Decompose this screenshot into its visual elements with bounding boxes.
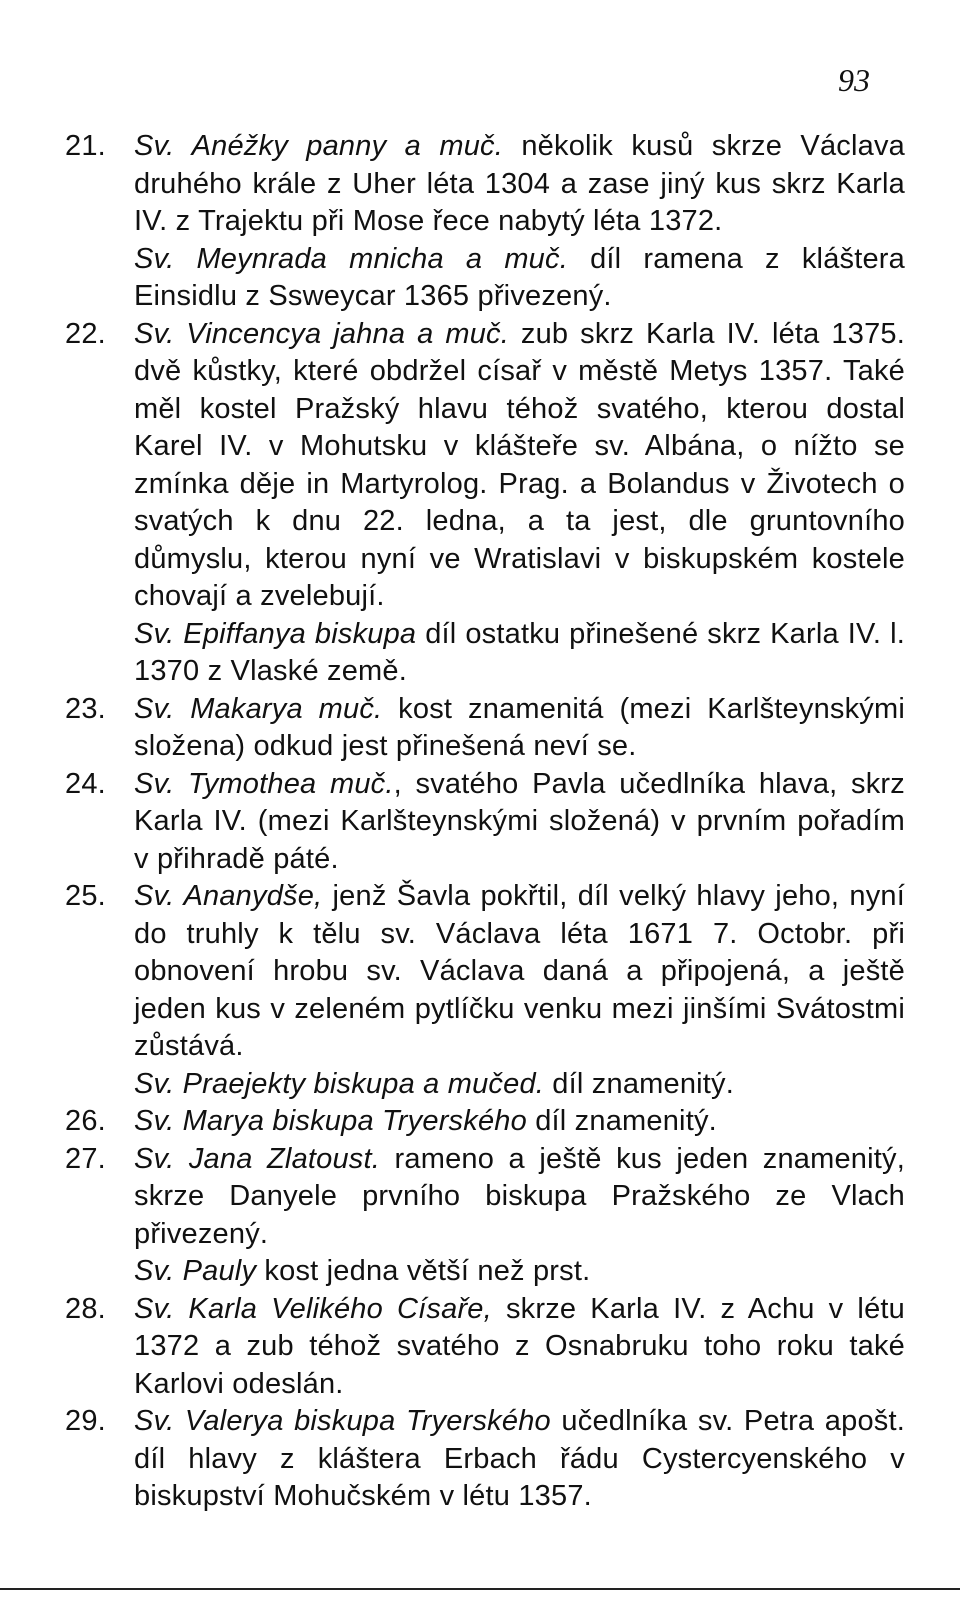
relic-text: díl znamenitý. bbox=[526, 1105, 717, 1137]
entry-23 bbox=[65, 691, 905, 766]
relic-text: díl ostatku přinešené skrz Karla IV. l. 1370 z Vlaské země. bbox=[134, 617, 905, 687]
saint-name: Sv. Praejekty biskupa a mučed. bbox=[134, 1067, 545, 1100]
relic-text: díl ramena z kláštera Einsidlu z Ssweycar 1365 přivezený. bbox=[134, 242, 905, 312]
entry-number: 21. bbox=[65, 130, 106, 162]
entry-number: 23. bbox=[65, 692, 106, 725]
entry-24 bbox=[65, 766, 905, 879]
saint-name: Sv. Meynrada mnicha a muč. bbox=[134, 242, 568, 275]
entry-26 bbox=[65, 1103, 905, 1141]
saint-name: Sv. Vincencya jahna a muč. bbox=[134, 317, 509, 350]
relic-text: kost znamenitá (mezi Karlšteynskými složena) odkud jest přinešená neví se. bbox=[134, 692, 905, 762]
bottom-rule bbox=[0, 1588, 960, 1590]
entry-paragraph bbox=[134, 316, 905, 616]
saint-name: Sv. Tymothea muč. bbox=[134, 767, 394, 800]
entry-27 bbox=[65, 1141, 905, 1291]
entry-28 bbox=[65, 1291, 905, 1404]
entry-paragraph bbox=[134, 241, 905, 316]
entry-number: 27. bbox=[65, 1142, 106, 1175]
saint-name: Sv. Epiffanya biskupa bbox=[134, 617, 417, 650]
saint-name: Sv. Pauly bbox=[134, 1255, 257, 1287]
relic-text: několik kusů skrze Václava druhého krále z Uher léta 1304 a zase jiný kus skrz Karla IV. z Trajektu při Mose řece nabytý léta 1372. bbox=[134, 130, 905, 237]
entry-paragraph bbox=[134, 1066, 905, 1104]
relic-text: rameno a ještě kus jeden znamenitý, skrze Danyele prvního biskupa Pražského ze Vlach přivezený. bbox=[134, 1142, 905, 1250]
saint-name: Sv. Ananydše, bbox=[134, 880, 323, 912]
saint-name: Sv. Valerya biskupa Tryerského bbox=[134, 1405, 551, 1437]
relic-text: učedlníka sv. Petra apošt. díl hlavy z kláštera Erbach řádu Cystercyenského v biskupství Mohučském v létu 1357. bbox=[134, 1405, 905, 1512]
relic-text: kost jedna větší než prst. bbox=[256, 1255, 591, 1287]
entry-paragraph bbox=[134, 691, 905, 766]
relic-text: díl znamenitý. bbox=[544, 1067, 735, 1100]
entry-29 bbox=[65, 1403, 905, 1516]
relic-text: jenž Šavla pokřtil, díl velký hlavy jeho, nyní do truhly k tělu sv. Václava léta 1671 7. Octobr. při obnovení hrobu sv. Václava daná a připojená, a ještě jeden kus v zeleném pytlíčku venku mezi jinšími Svátostmi zůstává. bbox=[134, 880, 905, 1062]
page-number: 93 bbox=[838, 62, 870, 98]
saint-name: Sv. Anéžky panny a muč. bbox=[134, 130, 503, 162]
relic-text: , svatého Pavla učedlníka hlava, skrz Karla IV. (mezi Karlšteynskými složená) v prvním pořadím v přihradě páté. bbox=[134, 767, 905, 875]
entry-number: 22. bbox=[65, 317, 106, 350]
relic-list bbox=[65, 128, 905, 1516]
entry-paragraph bbox=[134, 766, 905, 879]
entry-21 bbox=[65, 128, 905, 316]
entry-25 bbox=[65, 878, 905, 1103]
entry-paragraph bbox=[134, 616, 905, 691]
relic-text: skrze Karla IV. z Achu v létu 1372 a zub téhož svatého z Osnabruku toho roku také Karlovi odeslán. bbox=[134, 1292, 905, 1400]
saint-name: Sv. Karla Velikého Císaře, bbox=[134, 1292, 492, 1325]
entry-paragraph bbox=[134, 1141, 905, 1254]
entry-paragraph bbox=[134, 1403, 905, 1516]
saint-name: Sv. Jana Zlatoust. bbox=[134, 1142, 381, 1175]
entry-number: 25. bbox=[65, 880, 106, 912]
entry-number: 24. bbox=[65, 767, 106, 800]
entry-22 bbox=[65, 316, 905, 691]
entry-paragraph bbox=[134, 1291, 905, 1404]
saint-name: Sv. Makarya muč. bbox=[134, 692, 383, 725]
saint-name: Sv. Marya biskupa Tryerského bbox=[134, 1105, 527, 1137]
entry-number: 26. bbox=[65, 1105, 106, 1137]
entry-paragraph bbox=[134, 1103, 905, 1141]
relic-text: zub skrz Karla IV. léta 1375. dvě kůstky, které obdržel císař v městě Metys 1357. Také měl kostel Pražský hlavu téhož svatého, kterou dostal Karel IV. v Mohutsku v klášteře sv. Albána, o nížto se zmínka děje in Martyrolog. Prag. a Bolandus v Životech o svatých k dnu 22. ledna, a ta jest, dle gruntovního důmyslu, kterou nyní ve Wratislavi v biskupském kostele chovají a zvelebují. bbox=[134, 317, 905, 612]
entry-paragraph bbox=[134, 878, 905, 1066]
entry-number: 28. bbox=[65, 1292, 106, 1325]
entry-paragraph bbox=[134, 128, 905, 241]
entry-number: 29. bbox=[65, 1405, 106, 1437]
entry-paragraph bbox=[134, 1253, 905, 1291]
